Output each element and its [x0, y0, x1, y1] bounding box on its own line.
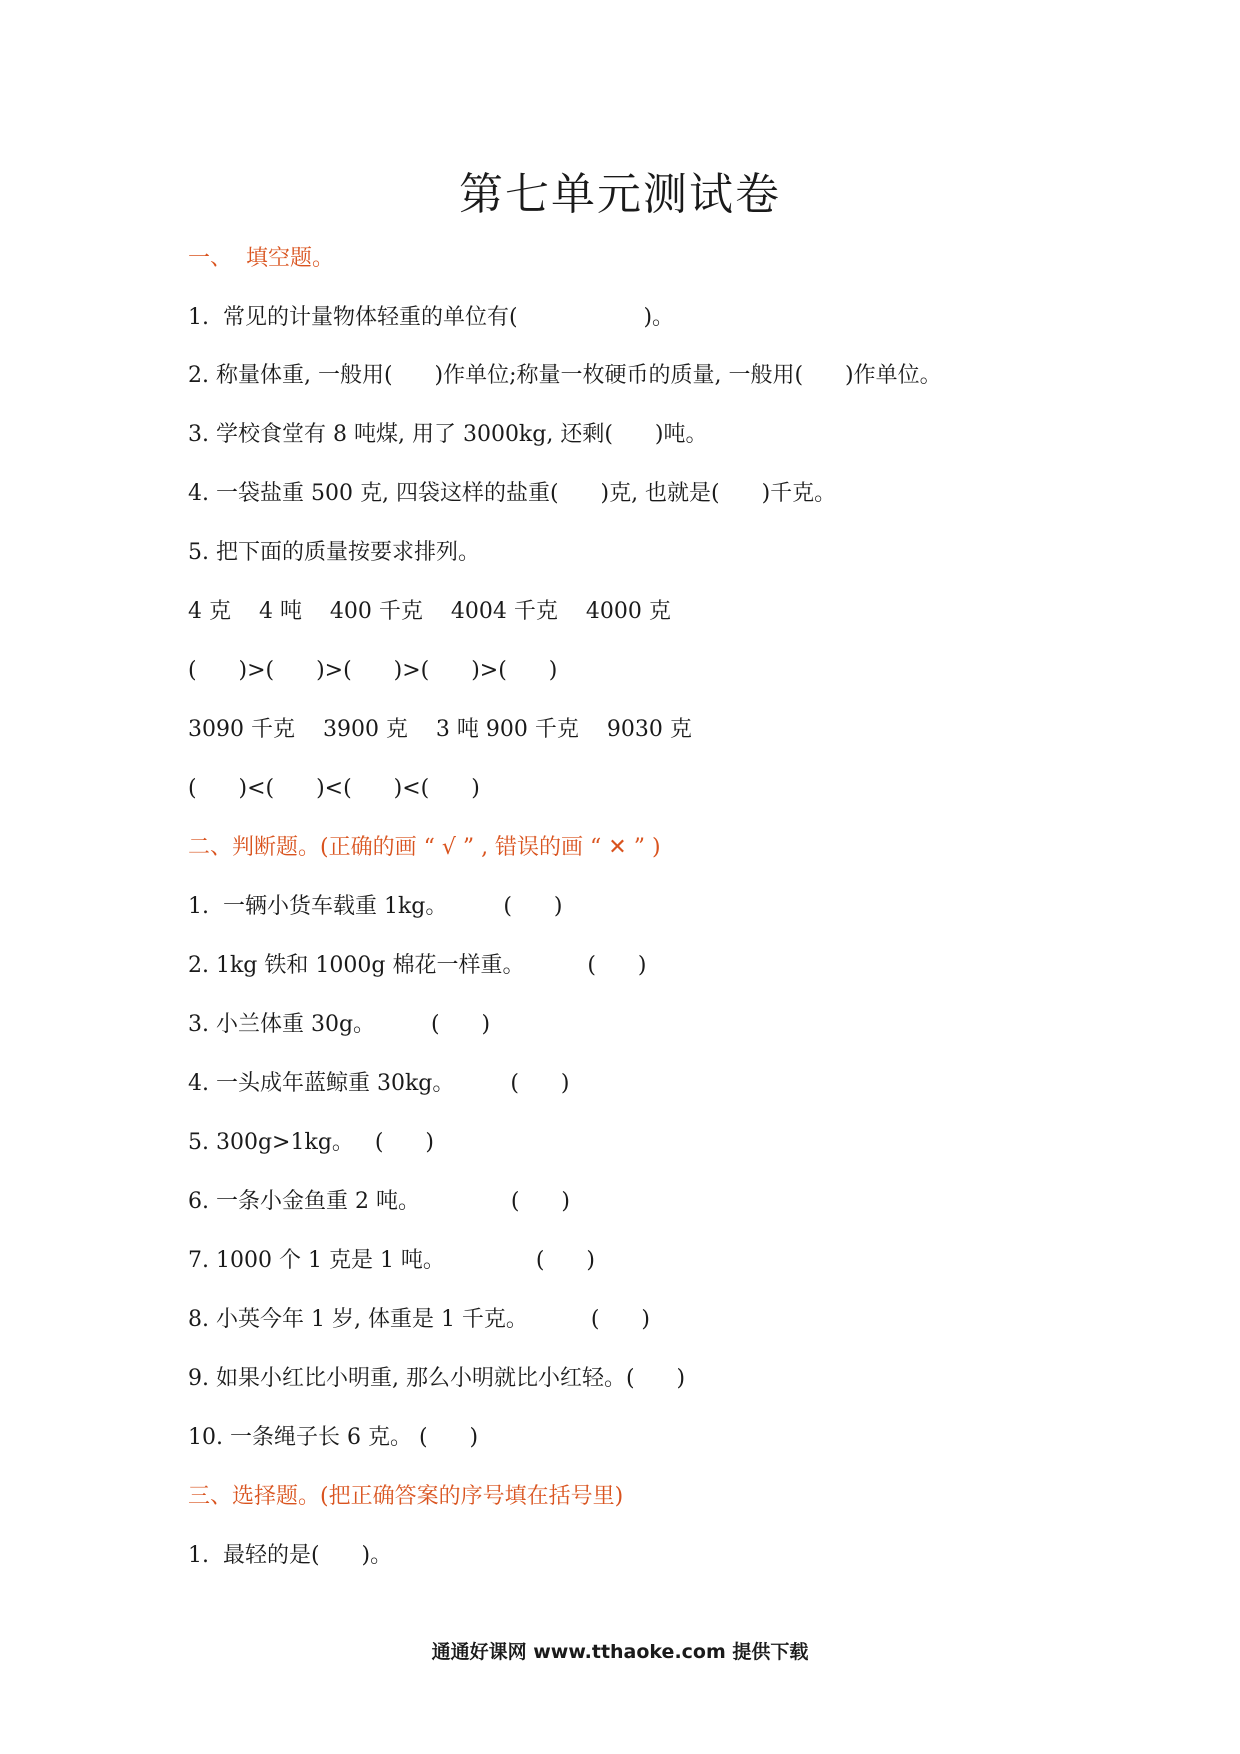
judgement-line: 1. 一辆小货车载重 1kg。 ( ) — [188, 894, 563, 919]
weights-list-2: 3090 千克 3900 克 3 吨 900 千克 9030 克 — [188, 717, 692, 742]
judgement-line: 10. 一条绳子长 6 克。 ( ) — [188, 1425, 479, 1450]
section-heading-fill-blank: 一、 填空题。 — [188, 246, 334, 271]
judgement-line: 8. 小英今年 1 岁, 体重是 1 千克。 ( ) — [188, 1307, 651, 1332]
weights-list-1: 4 克 4 吨 400 千克 4004 千克 4000 克 — [188, 599, 671, 624]
judgement-line: 2. 1kg 铁和 1000g 棉花一样重。 ( ) — [188, 953, 647, 978]
question-line: 1. 常见的计量物体轻重的单位有( )。 — [188, 305, 675, 330]
judgement-line: 9. 如果小红比小明重, 那么小明就比小红轻。( ) — [188, 1366, 686, 1391]
question-line: 2. 称量体重, 一般用( )作单位;称量一枚硬币的质量, 一般用( )作单位。 — [188, 363, 942, 388]
section-heading-multiple-choice: 三、选择题。(把正确答案的序号填在括号里) — [188, 1484, 624, 1509]
section-heading-true-false: 二、判断题。(正确的画 “ √ ” , 错误的画 “ ✕ ” ) — [188, 835, 661, 860]
judgement-line: 6. 一条小金鱼重 2 吨。 ( ) — [188, 1189, 571, 1214]
question-line: 4. 一袋盐重 500 克, 四袋这样的盐重( )克, 也就是( )千克。 — [188, 481, 837, 506]
ordering-blanks-2: ( )<( )<( )<( ) — [188, 776, 480, 801]
question-line: 3. 学校食堂有 8 吨煤, 用了 3000kg, 还剩( )吨。 — [188, 422, 708, 447]
ordering-blanks-1: ( )>( )>( )>( )>( ) — [188, 658, 558, 683]
judgement-line: 5. 300g>1kg。 ( ) — [188, 1130, 435, 1155]
question-line: 5. 把下面的质量按要求排列。 — [188, 540, 480, 565]
judgement-line: 4. 一头成年蓝鲸重 30kg。 ( ) — [188, 1071, 570, 1096]
choice-question-line: 1. 最轻的是( )。 — [188, 1543, 393, 1568]
page-title: 第七单元测试卷 — [459, 169, 781, 220]
judgement-line: 3. 小兰体重 30g。 ( ) — [188, 1012, 491, 1037]
judgement-line: 7. 1000 个 1 克是 1 吨。 ( ) — [188, 1248, 595, 1273]
footer-source-text: 通通好课网 www.tthaoke.com 提供下载 — [431, 1641, 809, 1663]
